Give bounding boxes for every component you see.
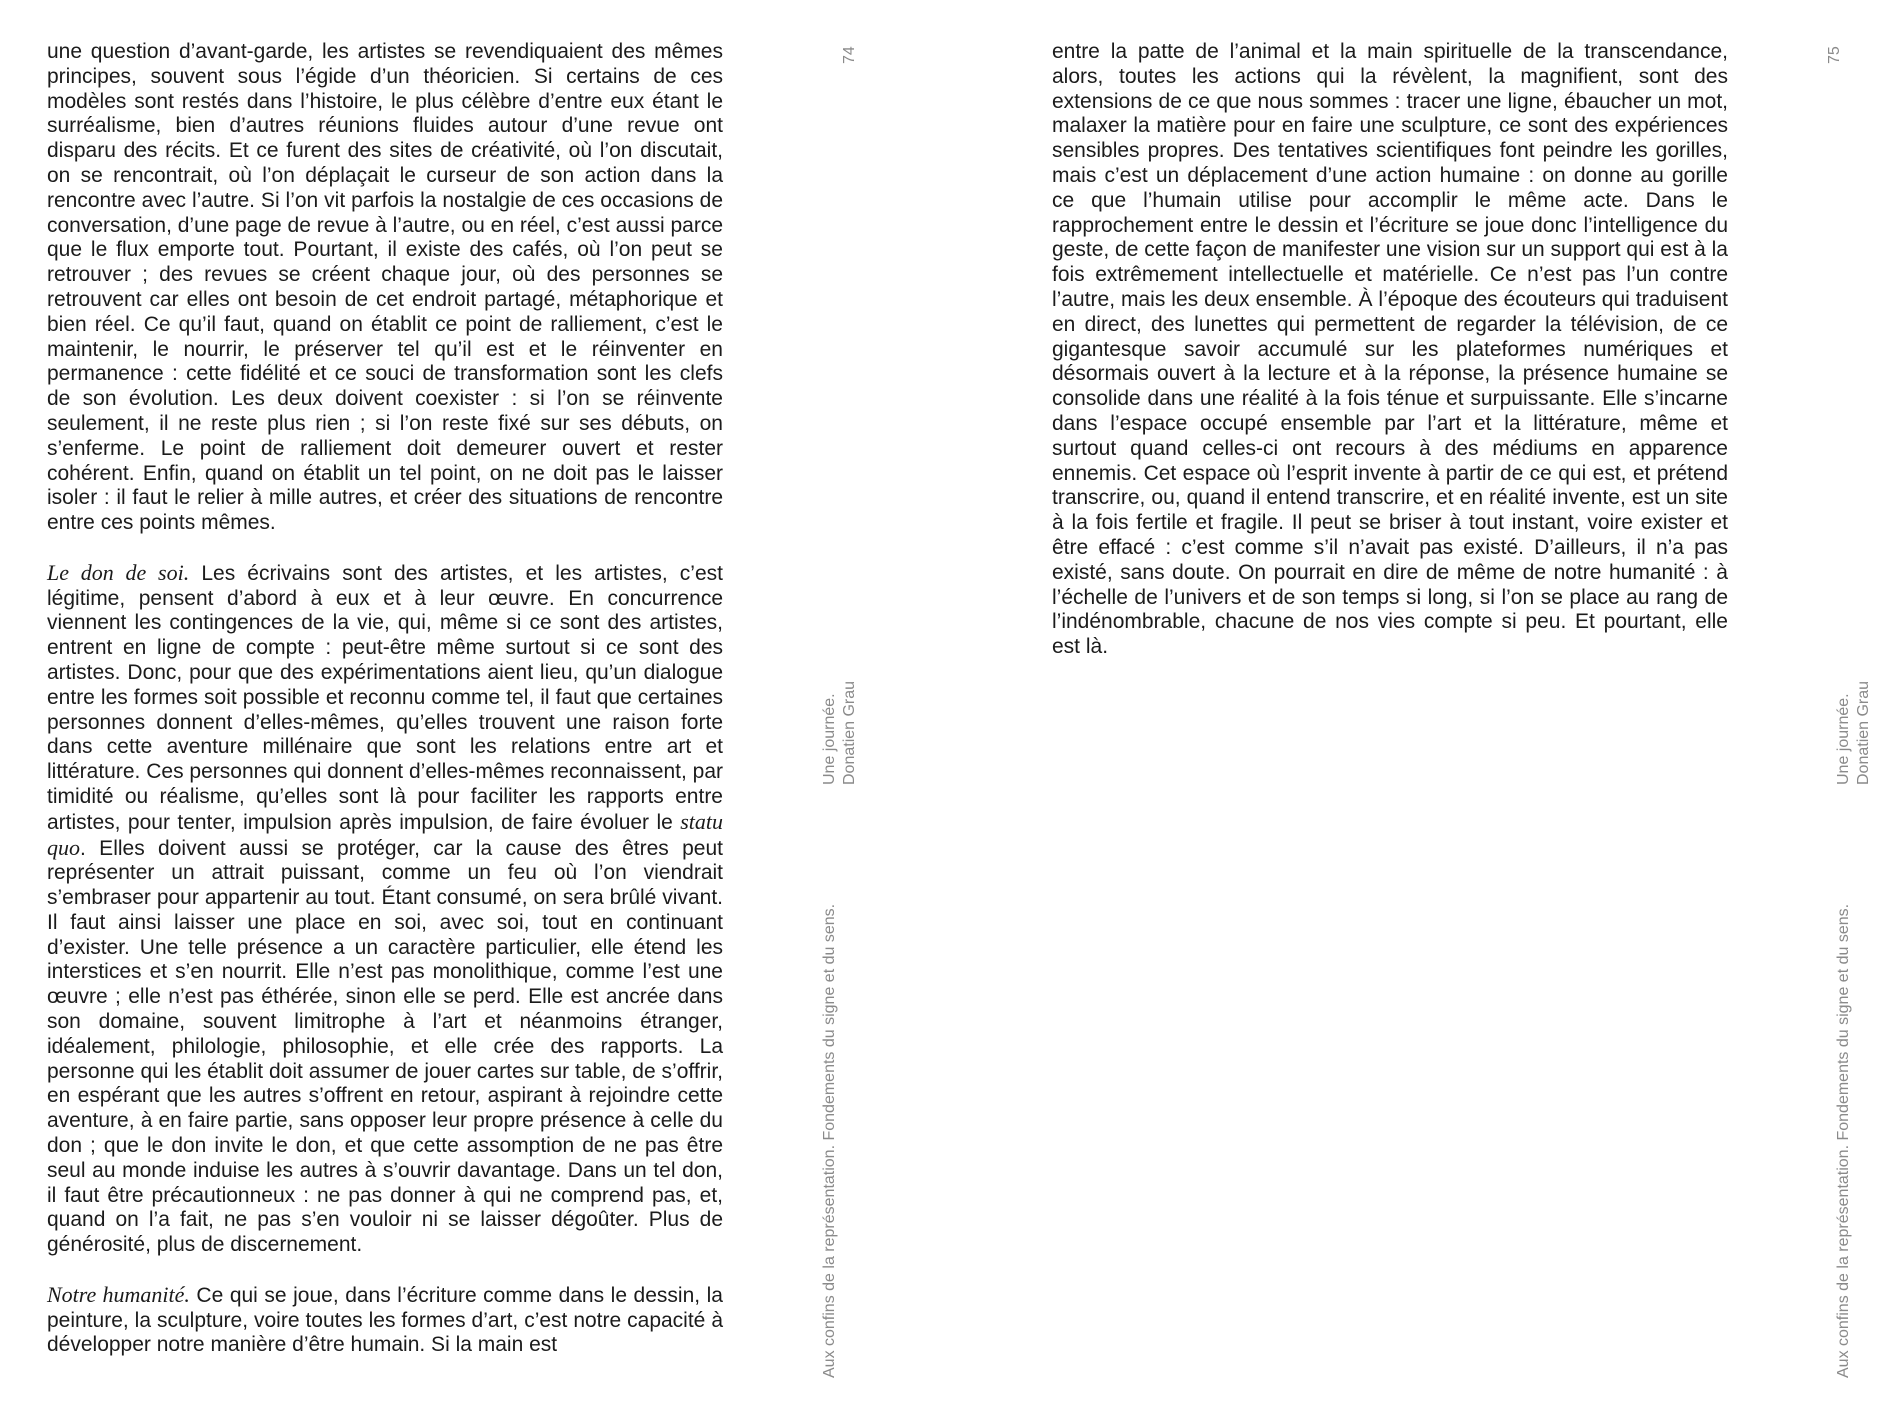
paragraph-text: Les écrivains sont des artistes, et les artistes, c’est légitime, pensent d’abord à eux et à leur œuvre. En concurrence viennent les contingences de la vie, qui, même si ce sont des artistes, entrent en ligne de compte : peut-être même surtout si ce sont des artistes. Donc, pour que des expérimentations aient lieu, qu’un dialogue entre les formes soit possible et reconnu comme tel, il faut que certaines personnes donnent d’elles-mêmes, qu’elles trouvent une raison forte dans cette aventure millénaire que sont les relations entre art et littérature. Ces personnes qui donnent d’elles-mêmes reconnaissent, par timidité ou réalisme, qu’elles sont là pour faciliter les rapports entre artistes, pour tenter, impulsion après impulsion, de faire évoluer le xyxy=(47,561,723,834)
paragraph xyxy=(1052,40,1728,660)
paragraph xyxy=(47,561,723,1258)
paragraph-text: entre la patte de l’animal et la main spirituelle de la transcendance, alors, toutes les actions qui la révèlent, la magnifient, sont des extensions de ce que nous sommes : tracer une ligne, ébaucher un mot, malaxer la matière pour en faire une sculpture, ce sont des expériences sensibles propres. Des tentatives scientifiques font peindre les gorilles, mais c’est un déplacement d’une action humaine : on donne au gorille ce que l’humain utilise pour accomplir le même acte. Dans le rapprochement entre le dessin et l’écriture se joue donc l’intelligence du geste, de cette façon de manifester une vision sur un support qui est à la fois extrêmement intellectuelle et matérielle. Ce n’est pas l’un contre l’autre, mais les deux ensemble. À l’époque des écouteurs qui traduisent en direct, des lunettes qui permettent de regarder la télévision, de ce gigantesque savoir accumulé sur les plateformes numériques et désormais ouvert à la lecture et à la réponse, la présence humaine se consolide dans une réalité à la fois ténue et surpuissante. Elle s’incarne dans l’espace occupé ensemble par l’art et la littérature, même et surtout quand celles-ci ont recours à des médiums en apparence ennemis. Cet espace où l’esprit invente à partir de ce qui est, et prétend transcrire, ou, quand il entend transcrire, et en réalité invente, est un site à la fois fertile et fragile. Il peut se briser à tout instant, voire exister et être effacé : c’est comme s’il n’avait pas existé. D’ailleurs, il n’a pas existé, sans doute. On pourrait en dire de même de notre humanité : à l’échelle de l’univers et de son temps si long, si l’on se place au rang de l’indénombrable, chacune de nos vies compte si peu. Et pourtant, elle est là. xyxy=(1052,40,1728,659)
paragraph xyxy=(47,40,723,536)
running-book-title: Aux confins de la représentation. Fondements du signe et du sens. xyxy=(1835,903,1852,1378)
paragraph-text: . Elles doivent aussi se protéger, car la cause des êtres peut représenter un attrait puissant, comme un feu où l’on viendrait s’embraser pour appartenir au tout. Étant consumé, on sera brûlé vivant. Il faut ainsi laisser une place en soi, avec soi, tout en continuant d’exister. Une telle présence a un caractère particulier, elle étend les interstices et s’en nourrit. Elle n’est pas monolithique, comme l’est une œuvre ; elle n’est pas éthérée, sinon elle se perd. Elle est ancrée dans son domaine, souvent limitrophe à l’art et néanmoins étranger, idéalement, philologie, philosophie, et elle crée des rapports. La personne qui les établit doit assumer de jouer cartes sur table, de s’offrir, en espérant que les autres s’offrent en retour, aspirant à rejoindre cette aventure, à en faire partie, sans opposer leur propre présence à celle du don ; que le don invite le don, et que cette assomption de ne pas être seul au monde induise les autres à s’ouvrir davantage. Dans un tel don, il faut être précautionneux : ne pas donner à qui ne comprend pas, et, quand on l’a fait, ne pas s’en vouloir ni se laisser dégoûter. Plus de générosité, plus de discernement. xyxy=(47,836,723,1257)
paragraph-text: une question d’avant-garde, les artistes se revendiquaient des mêmes principes, souvent sous l’égide d’un théoricien. Si certains de ces modèles sont restés dans l’histoire, le plus célèbre d’entre eux étant le surréalisme, bien d’autres réunions fluides autour d’une revue ont disparu des récits. Et ce furent des sites de créativité, où l’on discutait, on se rencontrait, où l’on déplaçait le curseur de son action dans la rencontre avec l’autre. Si l’on vit parfois la nostalgie de ces occasions de conversation, d’une page de revue à l’autre, ou en réel, c’est aussi parce que le flux emporte tout. Pourtant, il existe des cafés, où l’on peut se retrouver ; des revues se créent chaque jour, où des personnes se retrouvent car elles ont besoin de cet endroit partagé, métaphorique et bien réel. Ce qu’il faut, quand on établit ce point de ralliement, c’est le maintenir, le nourrir, le préserver tel qu’il est et le réinventer en permanence : cette fidélité et ce souci de transformation sont les clefs de son évolution. Les deux doivent coexister : si l’on se réinvente seulement, il ne reste plus rien ; si l’on reste fixé sur ses débuts, on s’enferme. Le point de ralliement doit demeurer ouvert et rester cohérent. Enfin, quand on établit un tel point, on ne doit pas le laisser isoler : il faut le relier à mille autres, et créer des situations de rencontre entre ces points mêmes. xyxy=(47,40,723,535)
page-number: 75 xyxy=(1826,46,1843,64)
paragraph xyxy=(47,1283,723,1358)
section-heading: Le don de soi. xyxy=(47,559,190,585)
running-head-author: Donatien Grau xyxy=(841,680,858,785)
section-heading: Notre humanité. xyxy=(47,1281,190,1307)
running-head-title: Une journée. xyxy=(1835,693,1852,785)
running-book-title: Aux confins de la représentation. Fondements du signe et du sens. xyxy=(821,903,838,1378)
running-head-author: Donatien Grau xyxy=(1855,680,1872,785)
body-text xyxy=(47,40,723,1358)
running-head-title: Une journée. xyxy=(821,693,838,785)
page-number: 74 xyxy=(841,46,858,64)
paragraph-text: Ce qui se joue, dans l’écriture comme dans le dessin, la peinture, la sculpture, voire toutes les formes d’art, c’est notre capacité à développer notre manière d’être humain. Si la main est xyxy=(47,1283,723,1357)
italic-term: statu quo xyxy=(47,808,723,860)
body-text xyxy=(1052,40,1728,660)
right-page xyxy=(945,0,1890,1418)
